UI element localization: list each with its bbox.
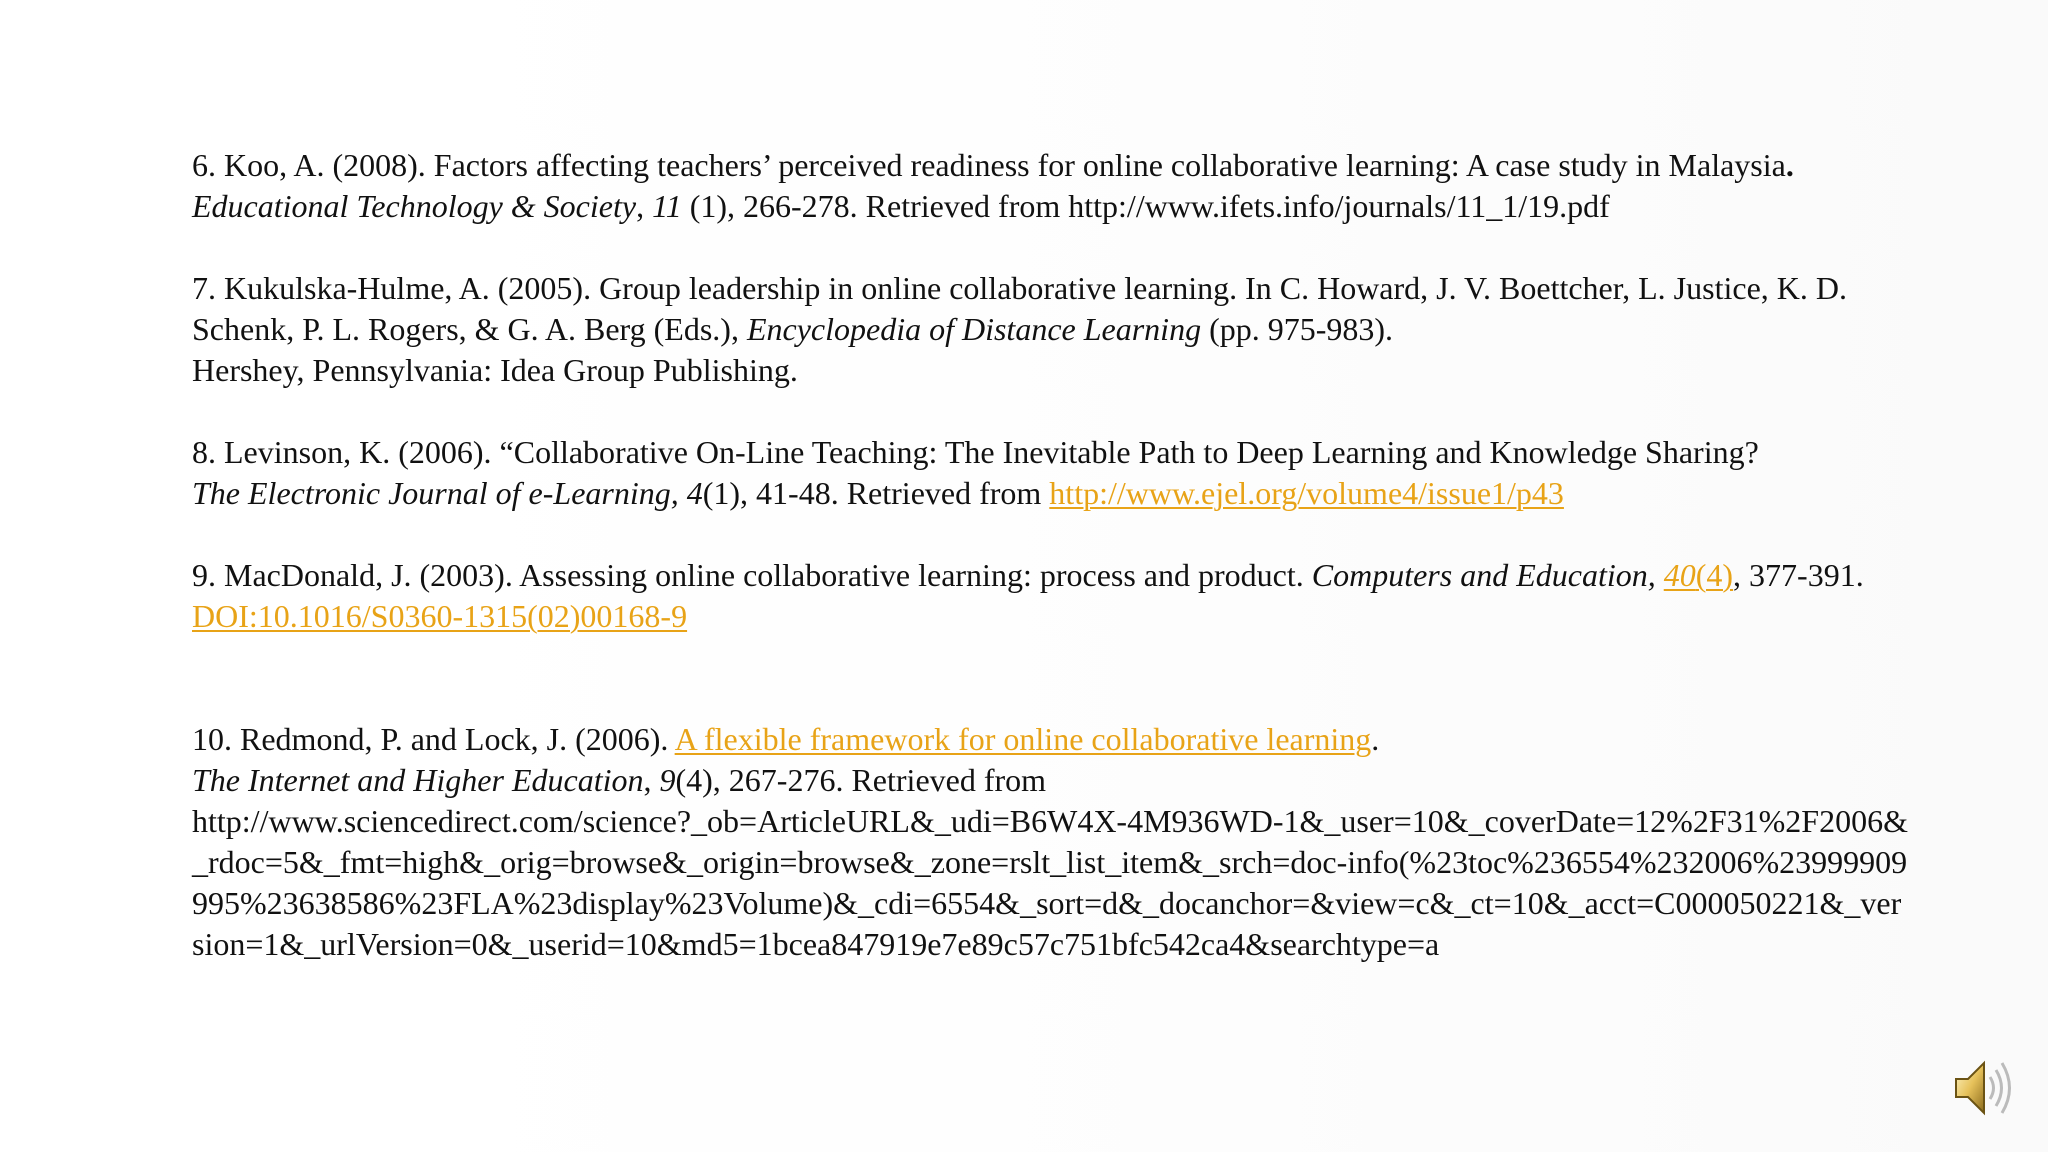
- reference-10: [192, 719, 1912, 965]
- reference-7: [192, 268, 1912, 391]
- ref6-journal: Educational Technology & Society: [192, 188, 637, 224]
- speaker-icon[interactable]: [1950, 1055, 2020, 1121]
- ref7-book: Encyclopedia of Distance Learning: [746, 311, 1202, 347]
- ref8-pages: (1), 41-48. Retrieved from: [702, 475, 1050, 511]
- ref6-text: 6. Koo, A. (2008). Factors affecting teachers’ perceived readiness for online collaborative learning: A case study in Malaysia: [192, 147, 1786, 183]
- reference-6: [192, 145, 1912, 227]
- ref9-volume-link[interactable]: [1664, 557, 1733, 593]
- ref10-text: 10. Redmond, P. and Lock, J. (2006).: [192, 721, 675, 757]
- ref7-pages: (pp. 975-983).: [1201, 311, 1394, 347]
- ref7-text: 7. Kukulska-Hulme, A. (2005). Group leadership in online collaborative learning. In C. Howard, J. V. Boettcher, L. Justice, K. D. Schenk, P. L. Rogers, & G. A. Berg (Eds.),: [192, 270, 1847, 347]
- ref10-pages: (4), 267-276. Retrieved from: [675, 762, 1047, 798]
- ref8-text: 8. Levinson, K. (2006). “Collaborative On-Line Teaching: The Inevitable Path to Deep Learning and Knowledge Sharing?: [192, 434, 1759, 470]
- ref6-comma: ,: [636, 188, 645, 224]
- reference-9: [192, 555, 1912, 637]
- ref8-link[interactable]: http://www.ejel.org/volume4/issue1/p43: [1049, 475, 1564, 511]
- ref7-publisher: Hershey, Pennsylvania: Idea Group Publishing.: [192, 352, 798, 388]
- ref10-url: http://www.sciencedirect.com/science?_ob=ArticleURL&_udi=B6W4X-4M936WD-1&_user=10&_coverDate=12%2F31%2F2006&_rdoc=5&_fmt=high&_orig=browse&_origin=browse&_zone=rslt_list_item&_srch=doc-info(%23toc%236554%232006%23999909995%23638586%23FLA%23display%23Volume)&_cdi=6554&_sort=d&_docanchor=&view=c&_ct=10&_acct=C000050221&_version=1&_urlVersion=0&_userid=10&md5=1bcea847919e7e89c57c751bfc542ca4&searchtype=a: [192, 803, 1908, 962]
- ref9-journal: Computers and Education,: [1311, 557, 1664, 593]
- reference-8: [192, 432, 1912, 514]
- ref8-journal: The Electronic Journal of e-Learning, 4: [192, 475, 703, 511]
- ref6-volume: 11: [652, 188, 682, 224]
- ref9-pages: , 377-391.: [1733, 557, 1864, 593]
- ref10-dot: .: [1371, 721, 1380, 757]
- ref10-volume: 9: [659, 762, 676, 798]
- ref10-comma: ,: [643, 762, 660, 798]
- references-list: [192, 145, 1912, 965]
- ref9-text: 9. MacDonald, J. (2003). Assessing online collaborative learning: process and product.: [192, 557, 1312, 593]
- ref10-link[interactable]: A flexible framework for online collaborative learning: [674, 721, 1372, 757]
- ref6-dot: .: [1785, 147, 1794, 183]
- ref9-volume: 40: [1663, 557, 1696, 593]
- ref9-issue: (4): [1695, 557, 1734, 593]
- ref10-journal: The Internet and Higher Education: [192, 762, 644, 798]
- ref9-doi-link[interactable]: DOI:10.1016/S0360-1315(02)00168-9: [192, 598, 688, 634]
- ref6-pages: (1), 266-278. Retrieved from http://www.ifets.info/journals/11_1/19.pdf: [681, 188, 1610, 224]
